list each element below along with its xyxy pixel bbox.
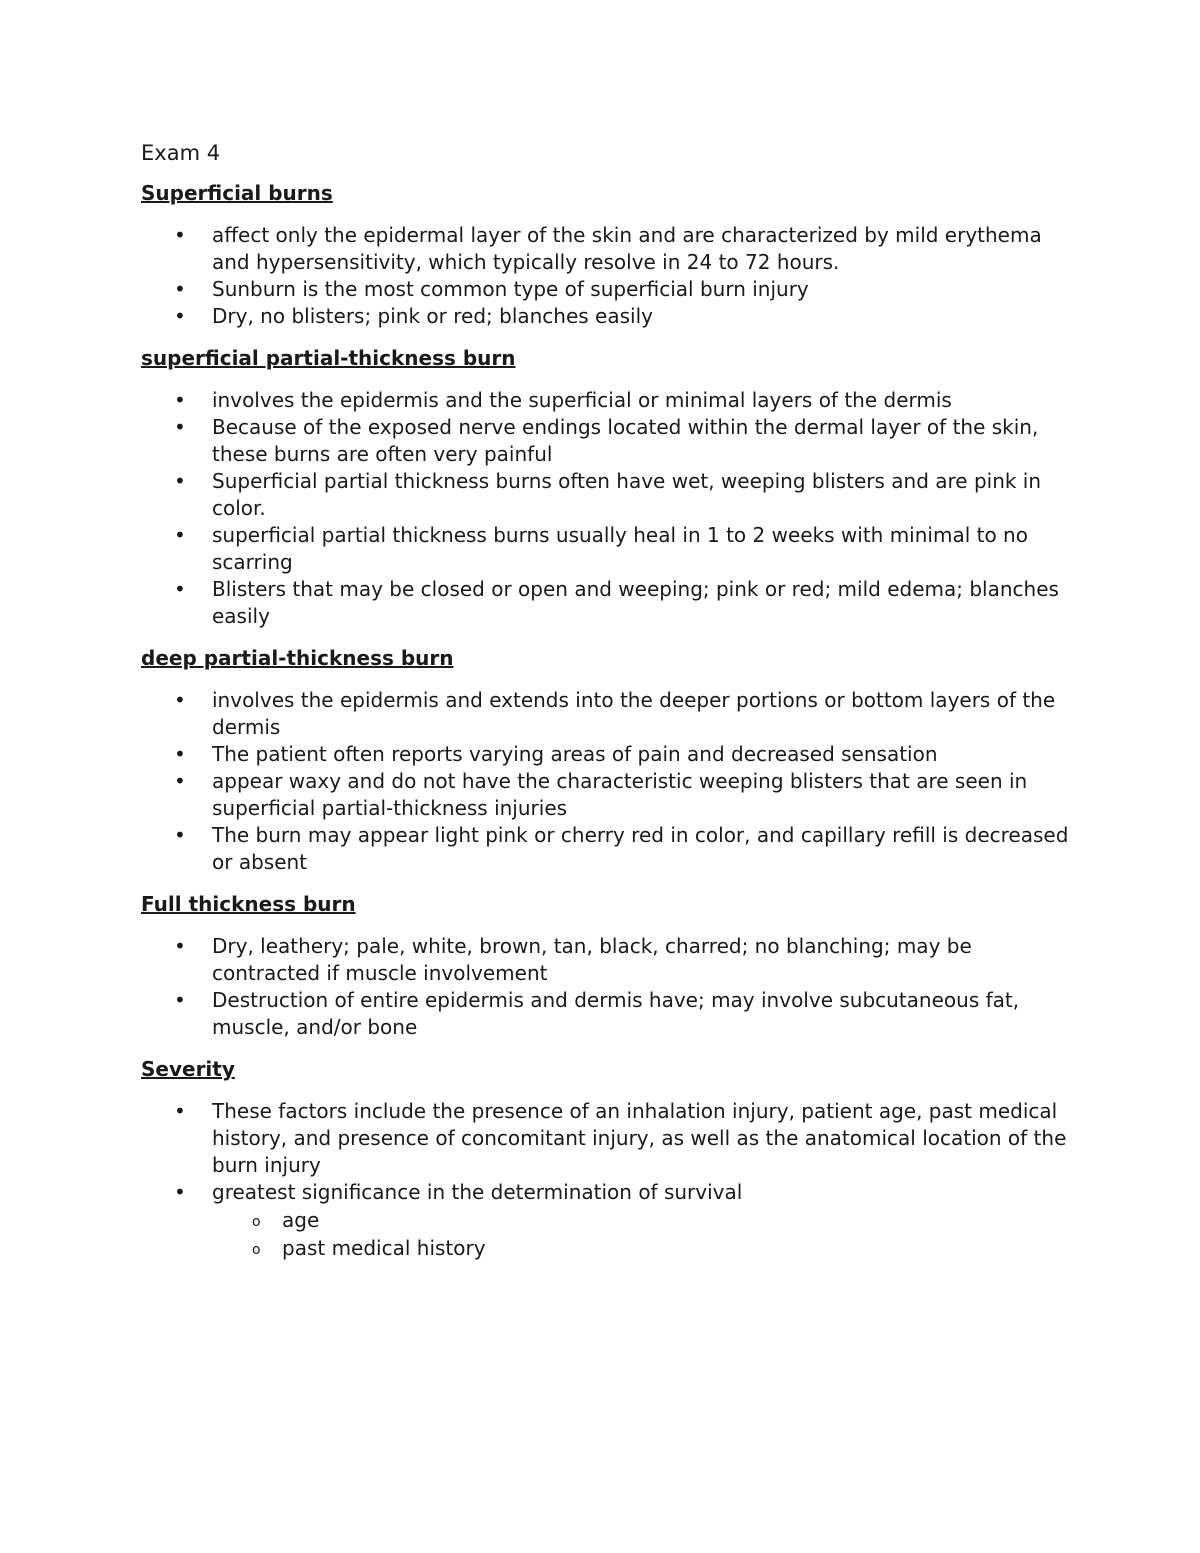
bullet-icon: • <box>174 1099 186 1123</box>
list-item: • superficial partial thickness burns usually heal in 1 to 2 weeks with minimal to no scarring <box>174 523 1028 574</box>
bullet-icon: • <box>174 988 186 1012</box>
list-item: • involves the epidermis and the superficial or minimal layers of the dermis <box>174 388 952 412</box>
section-heading-severity: Severity <box>141 1057 235 1081</box>
circle-bullet-icon: o <box>252 1242 261 1258</box>
bullet-list <box>141 1098 1071 1206</box>
document-title: Exam 4 <box>141 141 221 165</box>
bullet-icon: • <box>174 223 186 247</box>
section-heading-deep-partial-thickness: deep partial-thickness burn <box>141 646 454 670</box>
bullet-icon: • <box>174 277 186 301</box>
bullet-list <box>141 387 1071 630</box>
list-item: • Dry, no blisters; pink or red; blanches easily <box>174 304 653 328</box>
bullet-icon: • <box>174 823 186 847</box>
bullet-list <box>141 687 1071 876</box>
bullet-icon: • <box>174 577 186 601</box>
list-item: • appear waxy and do not have the characteristic weeping blisters that are seen in superficial partial-thickness injuries <box>174 769 1028 820</box>
list-item: • Sunburn is the most common type of superficial burn injury <box>174 277 809 301</box>
bullet-icon: • <box>174 304 186 328</box>
list-item: • The burn may appear light pink or cherry red in color, and capillary refill is decreased or absent <box>174 823 1069 874</box>
section-heading-superficial-partial-thickness: superficial partial-thickness burn <box>141 346 516 370</box>
sub-list-item: o past medical history <box>141 1234 1071 1262</box>
bullet-icon: • <box>174 742 186 766</box>
bullet-list <box>141 933 1071 1041</box>
section-heading-superficial-burns: Superficial burns <box>141 181 333 205</box>
bullet-list <box>141 222 1071 330</box>
list-item: • Because of the exposed nerve endings located within the dermal layer of the skin, these burns are often very painful <box>174 415 1039 466</box>
bullet-icon: • <box>174 388 186 412</box>
section-heading-full-thickness: Full thickness burn <box>141 892 356 916</box>
bullet-icon: • <box>174 1180 186 1204</box>
bullet-icon: • <box>174 523 186 547</box>
bullet-icon: • <box>174 688 186 712</box>
list-item: • affect only the epidermal layer of the skin and are characterized by mild erythema and hypersensitivity, which typically resolve in 24 to 72 hours. <box>174 223 1042 274</box>
list-item: • The patient often reports varying areas of pain and decreased sensation <box>174 742 938 766</box>
list-item: • greatest significance in the determination of survival <box>174 1180 743 1204</box>
document-body <box>141 138 1071 1262</box>
sub-bullet-list <box>141 1206 1071 1262</box>
list-item: • Superficial partial thickness burns often have wet, weeping blisters and are pink in color. <box>174 469 1042 520</box>
sub-list-item: o age <box>141 1206 1071 1234</box>
list-item: • Destruction of entire epidermis and dermis have; may involve subcutaneous fat, muscle, and/or bone <box>174 988 1020 1039</box>
bullet-icon: • <box>174 934 186 958</box>
bullet-icon: • <box>174 415 186 439</box>
list-item: • involves the epidermis and extends into the deeper portions or bottom layers of the dermis <box>174 688 1056 739</box>
circle-bullet-icon: o <box>252 1214 261 1230</box>
list-item: • Dry, leathery; pale, white, brown, tan, black, charred; no blanching; may be contracted if muscle involvement <box>174 934 972 985</box>
list-item: • These factors include the presence of an inhalation injury, patient age, past medical history, and presence of concomitant injury, as well as the anatomical location of the burn injury <box>174 1099 1067 1177</box>
list-item: • Blisters that may be closed or open and weeping; pink or red; mild edema; blanches easily <box>174 577 1059 628</box>
bullet-icon: • <box>174 769 186 793</box>
bullet-icon: • <box>174 469 186 493</box>
